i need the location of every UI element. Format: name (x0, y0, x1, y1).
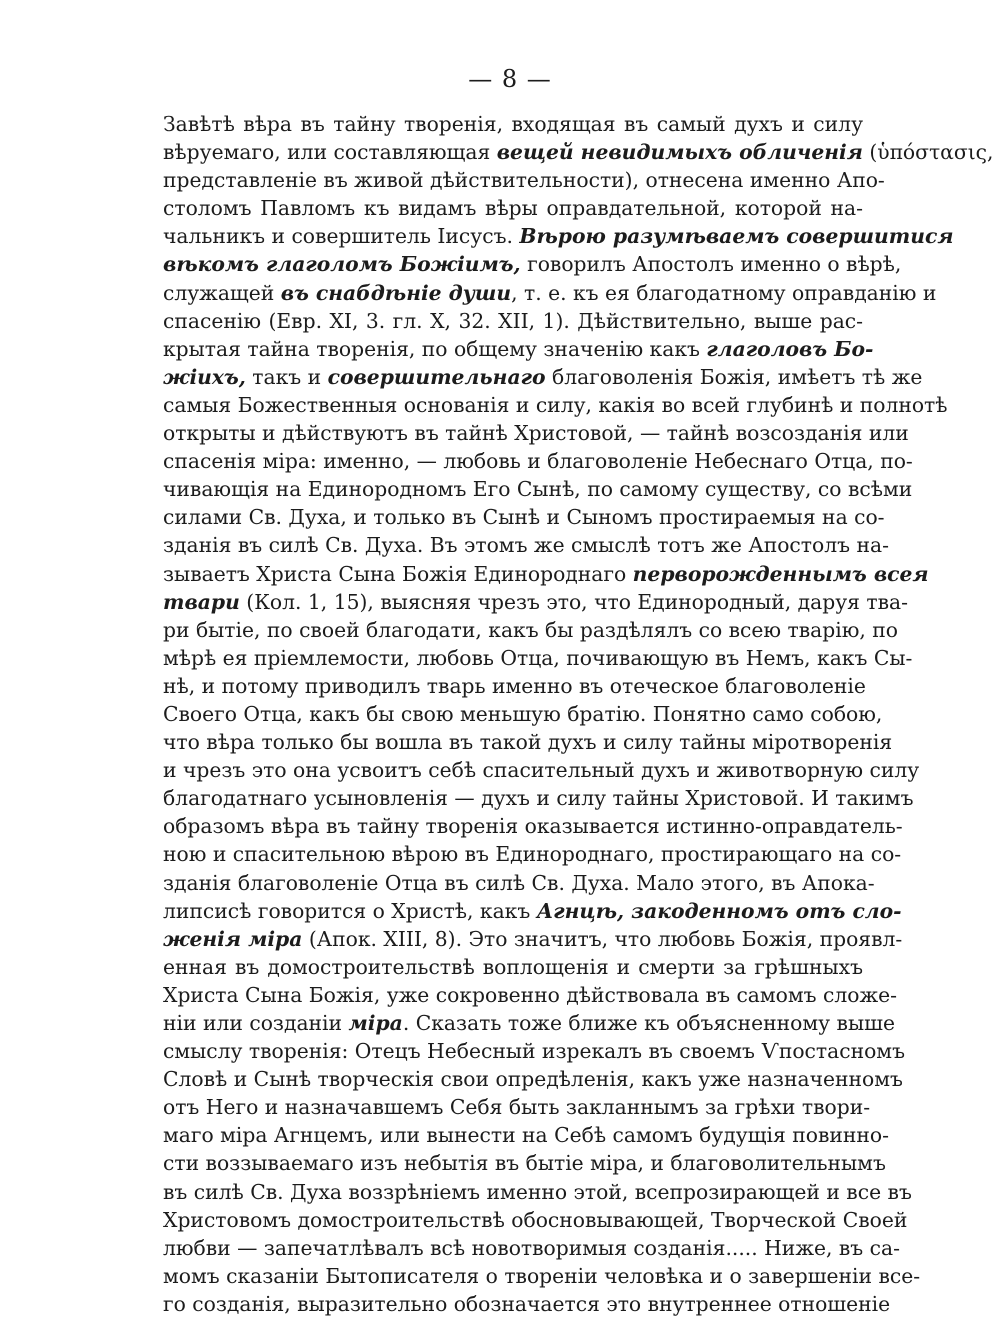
text-line (163, 1262, 921, 1290)
text-run: спасенію (Евр. XI, 3. гл. X, 32. XII, 1). Дѣйствительно, выше рас- (163, 308, 863, 333)
text-run: столомъ Павломъ къ видамъ вѣры оправдательной, которой на- (163, 196, 863, 221)
text-line (163, 1037, 905, 1065)
text-run: (ὑπόστασις, (862, 140, 994, 165)
text-line (163, 447, 913, 475)
text-line (163, 840, 902, 868)
text-line (163, 531, 889, 559)
text-line (163, 953, 863, 981)
text-run: нѣ, и потому приводилъ тварь именно въ отеческое благоволеніе (163, 673, 866, 698)
text-line (163, 1149, 886, 1177)
text-line (163, 1065, 903, 1093)
text-run: силами Св. Духа, и только въ Сынѣ и Сыномъ простираемыя на со- (163, 505, 885, 530)
text-line (163, 1234, 900, 1262)
text-run: такъ и (245, 364, 328, 389)
text-line (163, 616, 898, 644)
text-run: енная въ домостроительствѣ воплощенія и смерти за грѣшныхъ (163, 954, 863, 979)
text-run: чальникъ и совершитель Іисусъ. (163, 224, 520, 249)
text-line (163, 503, 885, 531)
emphasized-phrase: твари (163, 589, 240, 614)
text-run: ри бытіе, по своей благодати, какъ бы раздѣлялъ со всею тварію, по (163, 617, 898, 642)
text-line (163, 335, 874, 363)
text-line (163, 700, 883, 728)
text-run: что вѣра только бы вошла въ такой духъ и силу тайны міротворенія (163, 730, 893, 755)
emphasized-phrase: Агнцѣ, закоденномъ отъ сло- (536, 898, 902, 923)
text-run: представленіе въ живой дѣйствительности), отнесена именно Апо- (163, 168, 885, 193)
text-line (163, 869, 875, 897)
text-run: (Апок. XIII, 8). Это значитъ, что любовь Божія, проявл- (302, 926, 903, 951)
text-run: Христовомъ домостроительствѣ обосновывающей, Творческой Своей (163, 1207, 908, 1232)
text-line (163, 981, 897, 1009)
text-run: Своего Отца, какъ бы свою меньшую братію. Понятно само собою, (163, 701, 883, 726)
text-run: Словѣ и Сынѣ творческія свои опредѣленія, какъ уже назначенномъ (163, 1067, 903, 1092)
text-line (163, 110, 863, 138)
text-run: образомъ вѣра въ тайну творенія оказывается истинно-оправдатель- (163, 814, 903, 839)
text-run: отъ Него и назначавшемъ Себя быть закланнымъ за грѣхи твори- (163, 1095, 871, 1120)
text-run: сти воззываемаго изъ небытія въ бытіе міра, и благоволительнымъ (163, 1151, 886, 1176)
text-line (163, 897, 902, 925)
emphasized-phrase: перворожденнымъ всея (632, 561, 929, 586)
text-run: благодатнаго усыновленія — духъ и силу тайны Христовой. И такимъ (163, 786, 914, 811)
text-run: вѣруемаго, или составляющая (163, 140, 497, 165)
emphasized-phrase: міра (348, 1011, 403, 1035)
text-run: мѣрѣ ея пріемлемости, любовь Отца, почивающую въ Немъ, какъ Сы- (163, 645, 913, 670)
text-line (163, 784, 914, 812)
emphasized-phrase: жіихъ, (163, 364, 246, 389)
emphasized-phrase: Вѣрою разумѣваемъ совершитися (519, 224, 954, 249)
text-line (163, 588, 908, 616)
text-run: благоволенія Божія, имѣетъ тѣ же (545, 364, 923, 389)
text-run: смыслу творенія: Отецъ Небесный изрекалъ въ своемъ Ѵпостасномъ (163, 1039, 905, 1064)
text-line (163, 1178, 912, 1206)
text-run: липсисѣ говорится о Христѣ, какъ (163, 898, 537, 923)
text-run: момъ сказаніи Бытописателя о твореніи человѣка и о завершеніи все- (163, 1263, 921, 1288)
text-line (163, 1206, 908, 1234)
text-run: любви — запечатлѣвалъ всѣ новотворимыя созданія..... Ниже, въ са- (163, 1235, 900, 1260)
text-line (163, 138, 994, 166)
body-text (163, 110, 994, 1318)
text-run: открыты и дѣйствуютъ въ тайнѣ Христовой, — тайнѣ возсозданія или (163, 421, 909, 446)
emphasized-phrase: въ снабдѣніе души (280, 280, 512, 305)
text-run: Завѣтѣ вѣра въ тайну творенія, входящая въ самый духъ и силу (163, 112, 863, 136)
text-line (163, 250, 902, 278)
text-run: ною и спасительною вѣрою въ Единороднаго, простирающаго на со- (163, 842, 902, 867)
text-run: го созданія, выразительно обозначается это внутреннее отношеніе (163, 1291, 891, 1316)
text-line (163, 194, 863, 222)
page-number: — 8 — (468, 65, 552, 93)
text-run: маго міра Агнцемъ, или вынести на Себѣ самомъ будущія повинно- (163, 1123, 889, 1148)
text-run: ніи или созданіи (163, 1011, 349, 1035)
text-line (163, 812, 903, 840)
text-run: говорилъ Апостолъ именно о вѣрѣ, (520, 252, 902, 277)
text-line (163, 166, 885, 194)
emphasized-phrase: глаголовъ Бо- (706, 336, 874, 361)
text-line (163, 1009, 895, 1037)
text-line (163, 1093, 871, 1121)
text-line (163, 672, 866, 700)
text-run: Христа Сына Божія, уже сокровенно дѣйствовала въ самомъ сложе- (163, 982, 897, 1007)
text-run: и чрезъ это она усвоитъ себѣ спасительный духъ и животворную силу (163, 758, 920, 783)
text-line (163, 307, 863, 335)
text-line (163, 1290, 891, 1318)
text-line (163, 560, 929, 588)
text-run: въ силѣ Св. Духа воззрѣніемъ именно этой, всепрозирающей и все въ (163, 1179, 912, 1204)
text-run: спасенія міра: именно, — любовь и благоволеніе Небеснаго Отца, по- (163, 449, 913, 474)
text-run: (Кол. 1, 15), выясняя чрезъ это, что Единородный, даруя тва- (239, 589, 908, 614)
text-run: служащей (163, 280, 281, 305)
text-line (163, 475, 913, 503)
text-run: . Сказать тоже ближе къ объясненному выше (402, 1011, 895, 1035)
text-line (163, 391, 948, 419)
text-run: зданія въ силѣ Св. Духа. Въ этомъ же смыслѣ тотъ же Апостолъ на- (163, 533, 889, 558)
text-line (163, 222, 954, 250)
text-run: чивающія на Единородномъ Его Сынѣ, по самому существу, со всѣми (163, 477, 913, 502)
text-run: , т. е. къ ея благодатному оправданію и (511, 280, 937, 305)
text-line (163, 279, 937, 307)
text-run: крытая тайна творенія, по общему значенію какъ (163, 336, 707, 361)
text-line (163, 728, 893, 756)
text-line (163, 925, 903, 953)
emphasized-phrase: совершительнаго (327, 364, 546, 389)
text-line (163, 363, 923, 391)
emphasized-phrase: вѣкомъ глаголомъ Божіимъ, (163, 252, 521, 277)
text-line (163, 419, 909, 447)
emphasized-phrase: женія міра (163, 926, 303, 951)
emphasized-phrase: вещей невидимыхъ обличенія (496, 140, 863, 165)
text-run: зданія благоволеніе Отца въ силѣ Св. Духа. Мало этого, въ Апока- (163, 870, 875, 895)
text-run: самыя Божественныя основанія и силу, какія во всей глубинѣ и полнотѣ (163, 392, 948, 417)
text-run: зываетъ Христа Сына Божія Единороднаго (163, 561, 633, 586)
text-line (163, 1121, 889, 1149)
text-line (163, 756, 920, 784)
text-line (163, 644, 913, 672)
